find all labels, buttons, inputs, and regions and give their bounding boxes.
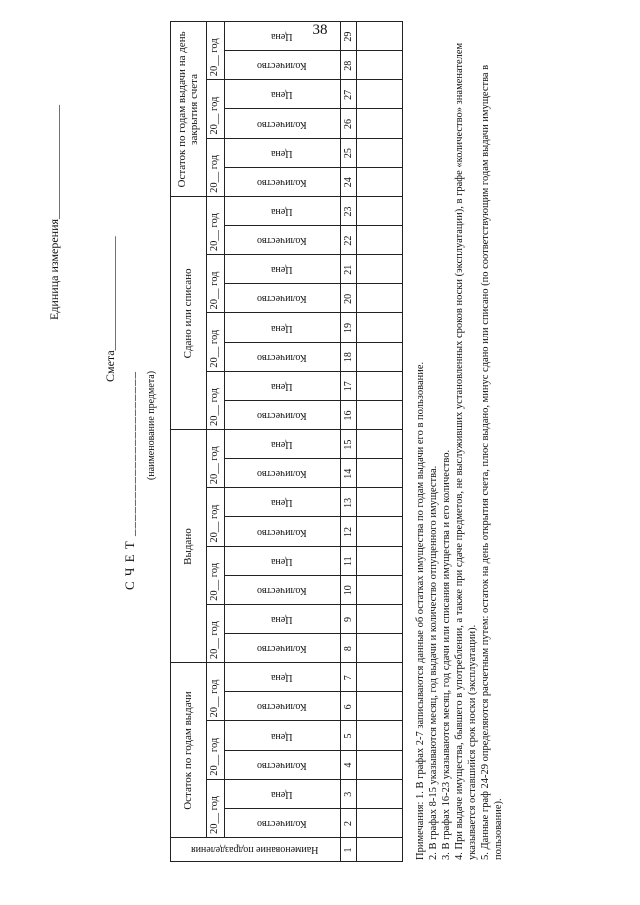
year-header-1: 20__ год — [209, 796, 220, 834]
estimate-label-line — [104, 236, 116, 382]
qty-label: Количество — [257, 526, 307, 538]
col-label-12 — [224, 517, 340, 546]
col-number-17: 17 — [342, 381, 354, 392]
qty-label: Количество — [257, 293, 307, 305]
col-number-25: 25 — [342, 148, 354, 159]
col-label-20 — [224, 284, 340, 313]
col-label-27 — [224, 80, 340, 109]
qty-label: Количество — [257, 351, 307, 363]
col-label-24 — [224, 168, 340, 197]
note-2: 2. В графах 8-15 указываются месяц, год выдачи и количество отпущенного имущества. — [428, 465, 439, 860]
qty-label: Количество — [257, 817, 307, 829]
year-header-2: 20__ год — [209, 737, 220, 776]
note-5: 5. Данные граф 24-29 определяются расчетным путем: остаток на день открытия счета, плюс выдано, минус сдано или списано (по соответствующим годам выдачи имущества в пользование). — [480, 64, 504, 860]
year-header-12: 20__ год — [209, 154, 220, 193]
col-number-12: 12 — [342, 527, 354, 538]
col-number-5: 5 — [342, 733, 354, 739]
col-number-4: 4 — [342, 762, 354, 768]
year-header-5: 20__ год — [209, 562, 220, 601]
col-label-21 — [224, 255, 340, 284]
col-number-21: 21 — [342, 264, 354, 275]
note-4: 4. При выдаче имущества, бывшего в употреблении, а также при сдаче предметов, не выслуживших установленных сроков носки (эксплуатации), в графе «количество» знаменателем указывается оставшийся срок носки (эксплуатации). — [454, 42, 478, 860]
col-label-9 — [224, 605, 340, 634]
qty-label: Количество — [257, 409, 307, 421]
price-label: Цена — [271, 264, 293, 276]
col-number-15: 15 — [342, 439, 354, 450]
qty-label: Количество — [257, 701, 307, 713]
qty-label: Количество — [257, 176, 307, 188]
col-number-19: 19 — [342, 323, 354, 334]
year-header-4: 20__ год — [209, 621, 220, 660]
qty-label: Количество — [257, 643, 307, 655]
dept-header — [170, 838, 340, 862]
col-label-2 — [224, 809, 340, 838]
year-header-8: 20__ год — [209, 388, 220, 426]
price-label: Цена — [271, 439, 293, 451]
title-blank: ______________________ — [122, 370, 137, 536]
title-line — [122, 371, 138, 590]
doc-subtitle: (наименование предмета) — [146, 370, 157, 480]
col-number-3: 3 — [342, 791, 354, 797]
data-row-empty — [356, 22, 402, 862]
price-label: Цена — [271, 147, 293, 159]
year-header-9: 20__ год — [209, 329, 220, 368]
qty-label: Количество — [257, 118, 307, 130]
col-label-15 — [224, 430, 340, 459]
qty-label: Количество — [257, 235, 307, 247]
col-label-22 — [224, 226, 340, 255]
note-1: Примечания: 1. В графах 2-7 записываются данные об остатках имущества по годам выдачи его в пользование. — [415, 361, 426, 860]
col-number-6: 6 — [342, 704, 354, 710]
group-header-3: Сдано или списано — [182, 268, 194, 359]
col-number-20: 20 — [342, 293, 354, 304]
year-header-6: 20__ год — [209, 504, 220, 543]
col-number-29: 29 — [342, 31, 354, 42]
price-label: Цена — [271, 89, 293, 101]
col-number-26: 26 — [342, 119, 354, 130]
col-label-26 — [224, 109, 340, 138]
year-header-13: 20__ год — [209, 96, 220, 135]
unit-label: Единица измерения — [47, 218, 61, 320]
col-label-6 — [224, 692, 340, 721]
col-number-11: 11 — [342, 556, 354, 566]
col-number-27: 27 — [342, 89, 354, 100]
year-header-10: 20__ год — [209, 271, 220, 310]
col-label-8 — [224, 634, 340, 663]
qty-label: Количество — [257, 584, 307, 596]
qty-label: Количество — [257, 468, 307, 480]
col-label-16 — [224, 401, 340, 430]
price-label: Цена — [271, 205, 293, 217]
qty-label: Количество — [257, 759, 307, 771]
account-table — [170, 22, 402, 862]
col-label-17 — [224, 372, 340, 401]
price-label: Цена — [271, 380, 293, 392]
unit-label-line — [48, 105, 60, 320]
col-number-1: 1 — [342, 847, 354, 853]
col-label-19 — [224, 313, 340, 342]
col-label-23 — [224, 197, 340, 226]
price-label: Цена — [271, 497, 293, 509]
dept-header-text: Наименование подразделения — [191, 844, 319, 856]
year-header-3: 20__ год — [209, 679, 220, 718]
group-header-1: Остаток по годам выдачи — [182, 691, 194, 810]
col-number-22: 22 — [342, 235, 354, 246]
col-number-24: 24 — [342, 177, 354, 188]
unit-blank: ___________________ — [47, 104, 61, 219]
price-label: Цена — [271, 322, 293, 334]
col-number-10: 10 — [342, 585, 354, 596]
note-3: 3. В графах 16-23 указываются месяц, год сдачи или списания имущества и его количество. — [441, 449, 452, 860]
notes-block — [414, 20, 505, 860]
col-label-11 — [224, 547, 340, 576]
col-number-16: 16 — [342, 410, 354, 421]
col-number-23: 23 — [342, 206, 354, 217]
col-label-3 — [224, 780, 340, 809]
col-number-2: 2 — [342, 820, 354, 826]
col-label-14 — [224, 459, 340, 488]
page-number: 38 — [312, 22, 328, 38]
estimate-label: Смета — [103, 350, 117, 382]
doc-title: С Ч Е Т — [122, 540, 137, 590]
col-label-25 — [224, 139, 340, 168]
col-label-29 — [224, 22, 340, 51]
col-number-18: 18 — [342, 352, 354, 363]
col-number-28: 28 — [342, 60, 354, 71]
rotated-sheet — [0, 20, 640, 880]
price-label: Цена — [271, 730, 293, 742]
estimate-blank: ___________________ — [103, 236, 117, 351]
col-label-28 — [224, 51, 340, 80]
qty-label: Количество — [257, 60, 307, 72]
group-header-4: Остаток по годам выдачи на день закрытия счета — [176, 31, 200, 188]
year-header-11: 20__ год — [209, 213, 220, 252]
year-header-7: 20__ год — [209, 446, 220, 485]
col-label-5 — [224, 721, 340, 750]
price-label: Цена — [271, 555, 293, 567]
group-header-2: Выдано — [182, 528, 194, 565]
price-label: Цена — [271, 788, 293, 800]
col-label-10 — [224, 576, 340, 605]
col-label-7 — [224, 663, 340, 692]
col-number-9: 9 — [342, 616, 354, 622]
row-divider-label — [340, 22, 341, 862]
table-border-bottom — [402, 21, 403, 862]
col-label-13 — [224, 488, 340, 517]
col-number-8: 8 — [342, 646, 354, 652]
col-number-13: 13 — [342, 497, 354, 508]
col-number-7: 7 — [342, 675, 354, 681]
year-header-14: 20__ год — [209, 38, 220, 77]
col-number-14: 14 — [342, 468, 354, 479]
price-label: Цена — [271, 31, 293, 43]
col-label-4 — [224, 751, 340, 780]
price-label: Цена — [271, 672, 293, 684]
col-label-18 — [224, 343, 340, 372]
price-label: Цена — [271, 613, 293, 625]
